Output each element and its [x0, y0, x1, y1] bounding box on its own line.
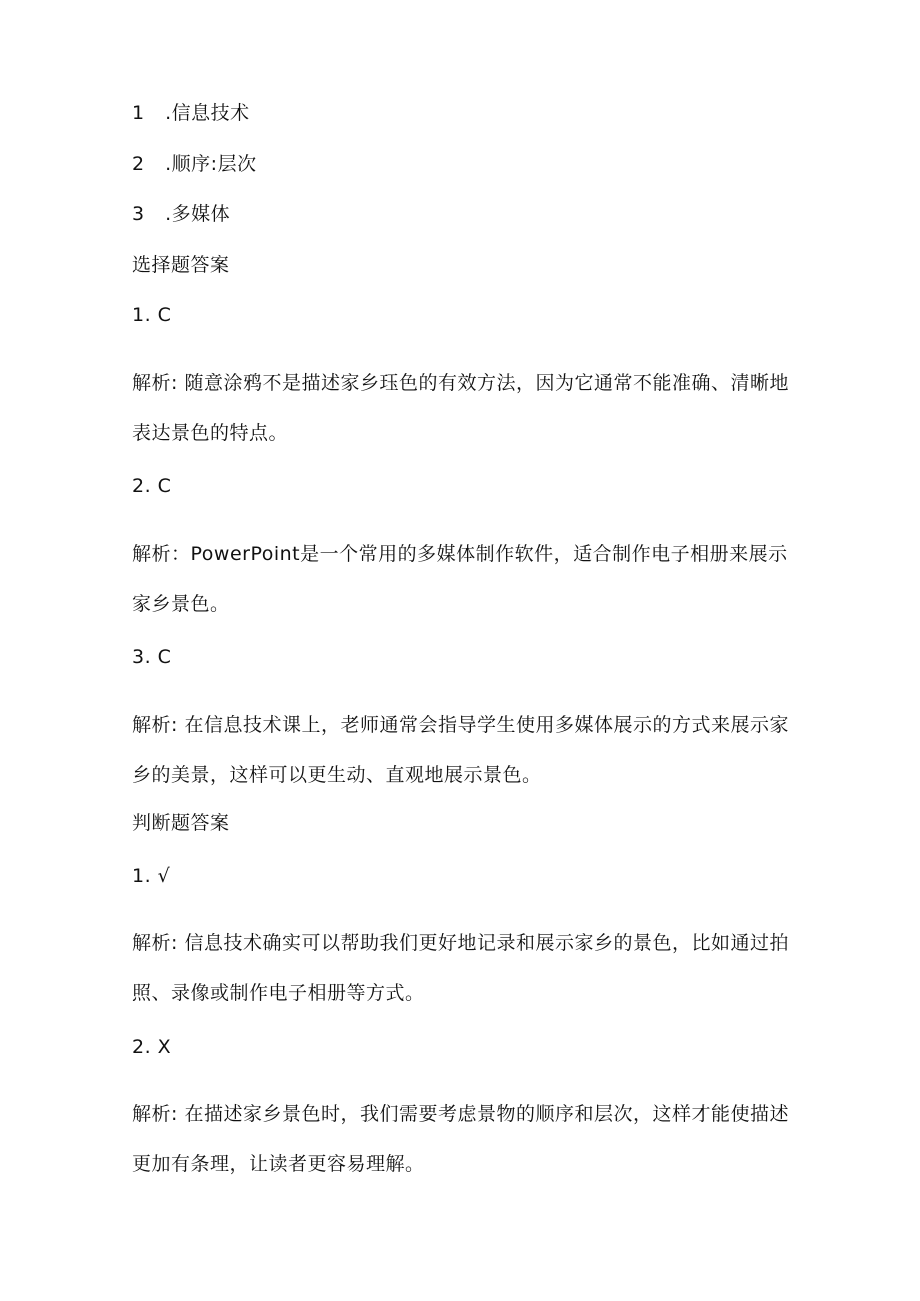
fill-answer-number: 2: [132, 153, 145, 175]
fill-answer-2: [132, 152, 257, 176]
fill-answer-number: 3: [132, 203, 145, 225]
choice-answer-2: 2. C: [132, 475, 172, 497]
choice-answer-1: 1. C: [132, 304, 172, 326]
fill-answer-text: .多媒体: [165, 203, 231, 225]
fill-answer-text: .信息技术: [165, 102, 250, 124]
fill-answer-3: [132, 202, 230, 226]
fill-answer-number: 1: [132, 102, 145, 124]
fill-answer-text: .顺序:层次: [165, 153, 257, 175]
judge-explanation-2: 解析: 在描述家乡景色时，我们需要考虑景物的顺序和层次，这样才能使描述更加有条理，让读者更容易理解。: [132, 1103, 789, 1175]
fill-answer-1: [132, 101, 250, 125]
choice-explanation-1: 解析: 随意涂鸦不是描述家乡珏色的有效方法，因为它通常不能准确、清晰地表达景色的特点。: [132, 372, 789, 444]
judge-answer-2: 2. X: [132, 1036, 172, 1058]
judge-explanation-1: 解析: 信息技术确实可以帮助我们更好地记录和展示家乡的景色，比如通过拍照、录像或制作电子相册等方式。: [132, 932, 789, 1004]
choice-section-heading: 选择题答案: [132, 254, 230, 276]
judge-section-heading: 判断题答案: [132, 812, 230, 834]
judge-answer-1: 1. √: [132, 865, 171, 887]
choice-answer-3: 3. C: [132, 646, 172, 668]
choice-explanation-3: 解析: 在信息技术课上，老师通常会指导学生使用多媒体展示的方式来展示家乡的美景，这样可以更生动、直观地展示景色。: [132, 714, 789, 786]
choice-explanation-2: 解析：PowerPoint是一个常用的多媒体制作软件，适合制作电子相册来展示家乡景色。: [132, 543, 788, 615]
